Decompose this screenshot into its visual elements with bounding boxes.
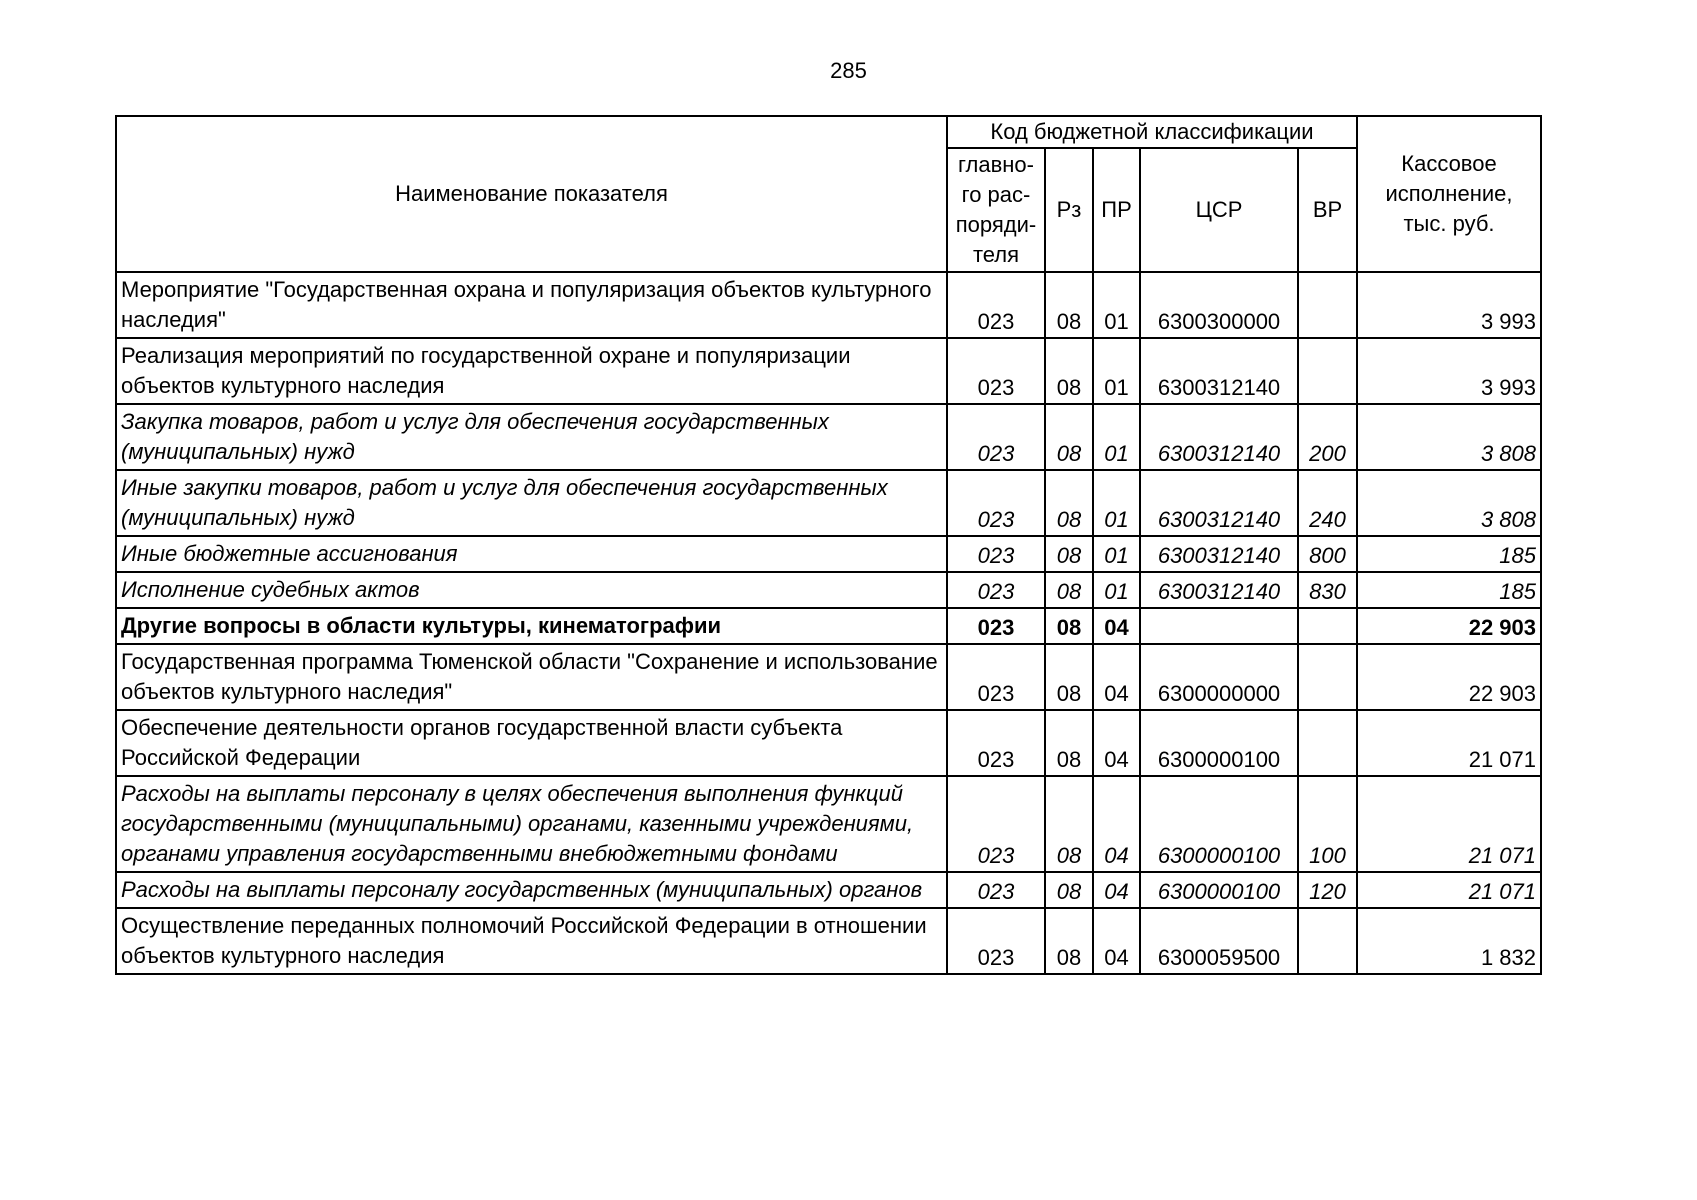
row-gr: 023	[947, 872, 1045, 908]
row-amount: 22 903	[1357, 644, 1541, 710]
row-amount: 21 071	[1357, 710, 1541, 776]
row-csr: 6300312140	[1140, 536, 1298, 572]
row-gr: 023	[947, 644, 1045, 710]
row-pr: 04	[1093, 608, 1140, 644]
table-row	[116, 644, 1541, 710]
row-vr: 200	[1298, 404, 1357, 470]
row-rz: 08	[1045, 908, 1093, 974]
row-amount: 22 903	[1357, 608, 1541, 644]
row-name: Расходы на выплаты персоналу в целях обеспечения выполнения функций государственными (муниципальными) органами, казенными учреждениями, органами управления государственными внебюджетными фондами	[116, 776, 947, 872]
header-pr: ПР	[1093, 148, 1140, 272]
row-csr: 6300000000	[1140, 644, 1298, 710]
table-row	[116, 338, 1541, 404]
row-vr	[1298, 710, 1357, 776]
row-pr: 01	[1093, 572, 1140, 608]
header-main-manager: главно-го рас-поряди-теля	[947, 148, 1045, 272]
row-vr: 240	[1298, 470, 1357, 536]
row-gr: 023	[947, 608, 1045, 644]
row-rz: 08	[1045, 776, 1093, 872]
table-row	[116, 272, 1541, 338]
row-gr: 023	[947, 572, 1045, 608]
row-amount: 21 071	[1357, 872, 1541, 908]
row-name: Реализация мероприятий по государственной охране и популяризации объектов культурного наследия	[116, 338, 947, 404]
row-name: Государственная программа Тюменской области "Сохранение и использование объектов культурного наследия"	[116, 644, 947, 710]
row-gr: 023	[947, 710, 1045, 776]
row-vr	[1298, 272, 1357, 338]
row-vr: 830	[1298, 572, 1357, 608]
row-pr: 04	[1093, 776, 1140, 872]
row-amount: 3 993	[1357, 272, 1541, 338]
row-rz: 08	[1045, 644, 1093, 710]
row-pr: 01	[1093, 470, 1140, 536]
row-amount: 3 808	[1357, 404, 1541, 470]
header-code-group: Код бюджетной классификации	[947, 116, 1357, 148]
row-csr: 6300312140	[1140, 404, 1298, 470]
table-row	[116, 872, 1541, 908]
row-name: Мероприятие "Государственная охрана и популяризация объектов культурного наследия"	[116, 272, 947, 338]
row-name: Иные бюджетные ассигнования	[116, 536, 947, 572]
table-header	[116, 116, 1541, 272]
row-gr: 023	[947, 338, 1045, 404]
header-csr: ЦСР	[1140, 148, 1298, 272]
page-number: 285	[830, 58, 867, 83]
row-rz: 08	[1045, 536, 1093, 572]
row-gr: 023	[947, 404, 1045, 470]
row-csr: 6300059500	[1140, 908, 1298, 974]
row-csr: 6300312140	[1140, 470, 1298, 536]
row-amount: 21 071	[1357, 776, 1541, 872]
table-body	[116, 272, 1541, 974]
row-name: Закупка товаров, работ и услуг для обеспечения государственных (муниципальных) нужд	[116, 404, 947, 470]
row-pr: 04	[1093, 872, 1140, 908]
header-cash-execution: Кассовое исполнение, тыс. руб.	[1357, 116, 1541, 272]
row-rz: 08	[1045, 572, 1093, 608]
row-rz: 08	[1045, 404, 1093, 470]
table-row	[116, 908, 1541, 974]
header-rz: Рз	[1045, 148, 1093, 272]
row-pr: 01	[1093, 338, 1140, 404]
row-gr: 023	[947, 776, 1045, 872]
row-vr: 120	[1298, 872, 1357, 908]
row-csr	[1140, 608, 1298, 644]
row-amount: 3 993	[1357, 338, 1541, 404]
row-pr: 04	[1093, 710, 1140, 776]
row-gr: 023	[947, 272, 1045, 338]
row-csr: 6300000100	[1140, 872, 1298, 908]
table-row	[116, 608, 1541, 644]
row-gr: 023	[947, 470, 1045, 536]
row-rz: 08	[1045, 338, 1093, 404]
header-name: Наименование показателя	[116, 116, 947, 272]
row-name: Расходы на выплаты персоналу государственных (муниципальных) органов	[116, 872, 947, 908]
table-row	[116, 776, 1541, 872]
row-rz: 08	[1045, 272, 1093, 338]
row-name: Осуществление переданных полномочий Российской Федерации в отношении объектов культурного наследия	[116, 908, 947, 974]
row-amount: 185	[1357, 536, 1541, 572]
row-amount: 3 808	[1357, 470, 1541, 536]
table-row	[116, 404, 1541, 470]
row-amount: 185	[1357, 572, 1541, 608]
table-row	[116, 572, 1541, 608]
row-csr: 6300312140	[1140, 572, 1298, 608]
row-vr: 800	[1298, 536, 1357, 572]
row-csr: 6300000100	[1140, 710, 1298, 776]
row-pr: 01	[1093, 536, 1140, 572]
row-csr: 6300300000	[1140, 272, 1298, 338]
row-name: Иные закупки товаров, работ и услуг для обеспечения государственных (муниципальных) нужд	[116, 470, 947, 536]
table-row	[116, 536, 1541, 572]
row-pr: 01	[1093, 404, 1140, 470]
row-rz: 08	[1045, 710, 1093, 776]
row-gr: 023	[947, 536, 1045, 572]
row-vr	[1298, 644, 1357, 710]
row-pr: 04	[1093, 908, 1140, 974]
row-rz: 08	[1045, 608, 1093, 644]
row-csr: 6300000100	[1140, 776, 1298, 872]
table-row	[116, 470, 1541, 536]
row-csr: 6300312140	[1140, 338, 1298, 404]
row-amount: 1 832	[1357, 908, 1541, 974]
row-name: Исполнение судебных актов	[116, 572, 947, 608]
row-name: Другие вопросы в области культуры, кинематографии	[116, 608, 947, 644]
row-name: Обеспечение деятельности органов государственной власти субъекта Российской Федерации	[116, 710, 947, 776]
row-rz: 08	[1045, 470, 1093, 536]
table-row	[116, 710, 1541, 776]
header-vr: ВР	[1298, 148, 1357, 272]
row-vr: 100	[1298, 776, 1357, 872]
row-pr: 01	[1093, 272, 1140, 338]
row-vr	[1298, 338, 1357, 404]
row-vr	[1298, 608, 1357, 644]
row-rz: 08	[1045, 872, 1093, 908]
row-pr: 04	[1093, 644, 1140, 710]
budget-table	[115, 115, 1542, 975]
row-vr	[1298, 908, 1357, 974]
row-gr: 023	[947, 908, 1045, 974]
